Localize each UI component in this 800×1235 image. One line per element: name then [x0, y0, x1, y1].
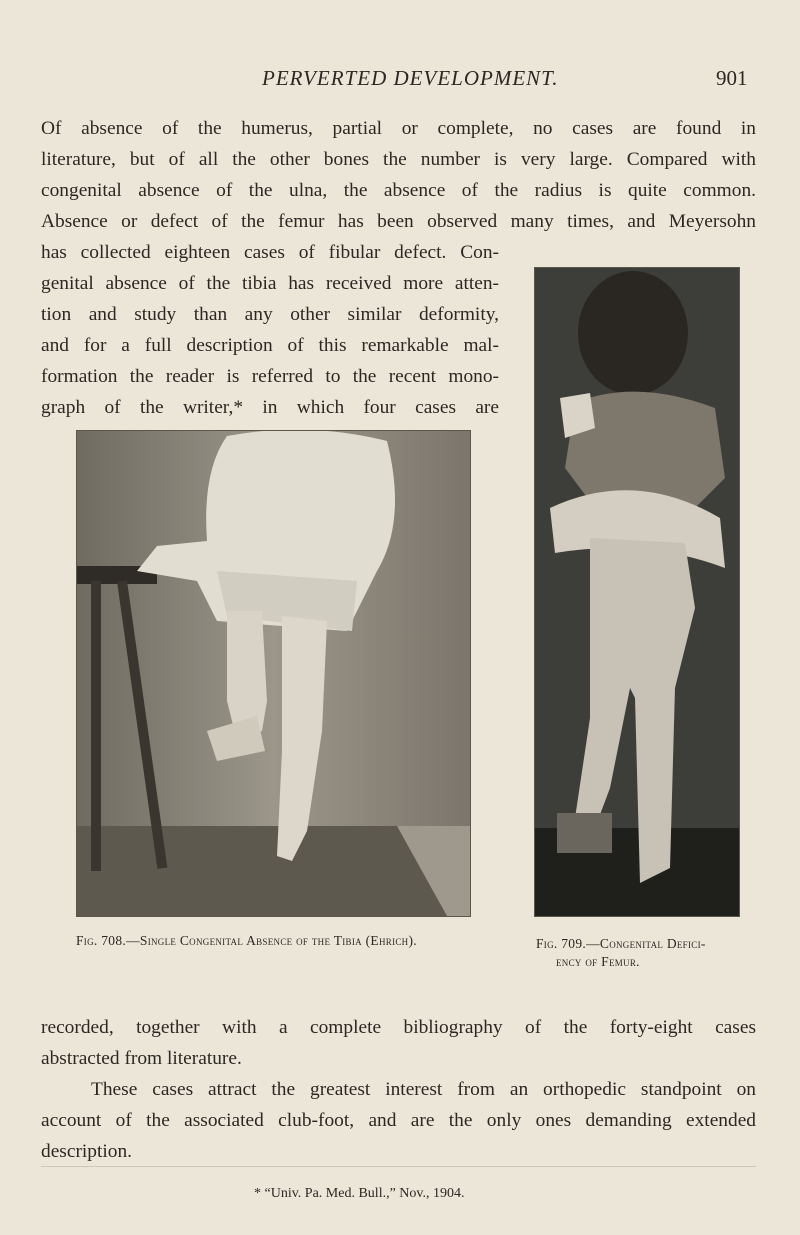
figure-709-caption-line-2: ency of Femur. [556, 954, 640, 969]
text-line: Absence or defect of the femur has been observed many times, and Meyersohn [41, 211, 756, 232]
text-line: tion and study than any other similar deformity, [41, 304, 499, 325]
paragraph-1-wrapped [41, 237, 499, 423]
text-line: graph of the writer,* in which four cases are [41, 397, 499, 418]
text-line: and for a full description of this remarkable mal- [41, 335, 499, 356]
figure-709-illustration [535, 268, 739, 916]
figure-708-caption [76, 932, 516, 950]
footnote-divider [41, 1166, 756, 1167]
text-line: recorded, together with a complete bibliography of the forty-eight cases [41, 1017, 756, 1038]
running-head [0, 66, 800, 96]
text-line: genital absence of the tibia has received more atten- [41, 273, 499, 294]
page-number: 901 [716, 66, 748, 90]
figure-708-photo [76, 430, 471, 917]
figure-708-label: Fig. 708. [76, 933, 127, 948]
figure-708-illustration [77, 431, 470, 916]
text-line: abstracted from literature. [41, 1048, 242, 1069]
text-line: description. [41, 1141, 133, 1162]
text-line: congenital absence of the ulna, the absence of the radius is quite common. [41, 180, 756, 201]
text-line: has collected eighteen cases of fibular defect. Con- [41, 242, 499, 263]
text-line: formation the reader is referred to the recent mono- [41, 366, 499, 387]
footnote: * “Univ. Pa. Med. Bull.,” Nov., 1904. [254, 1186, 465, 1201]
running-title: PERVERTED DEVELOPMENT. [262, 66, 559, 90]
text-line: account of the associated club-foot, and are the only ones demanding extended [41, 1110, 756, 1131]
figure-709-label: Fig. 709. [536, 936, 587, 951]
figure-709-caption-line-1: —Congenital Defici- [586, 936, 706, 951]
figure-709-caption [536, 935, 746, 971]
text-line: literature, but of all the other bones the number is very large. Compared with [41, 149, 756, 170]
text-line: Of absence of the humerus, partial or complete, no cases are found in [41, 118, 756, 139]
figure-709-photo [534, 267, 740, 917]
figure-708-caption-text: —Single Congenital Absence of the Tibia (Ehrich). [126, 933, 417, 948]
paragraph-1-continued-and-2 [41, 1012, 756, 1167]
text-line: These cases attract the greatest interest from an orthopedic standpoint on [91, 1079, 756, 1100]
paragraph-1 [41, 113, 756, 237]
